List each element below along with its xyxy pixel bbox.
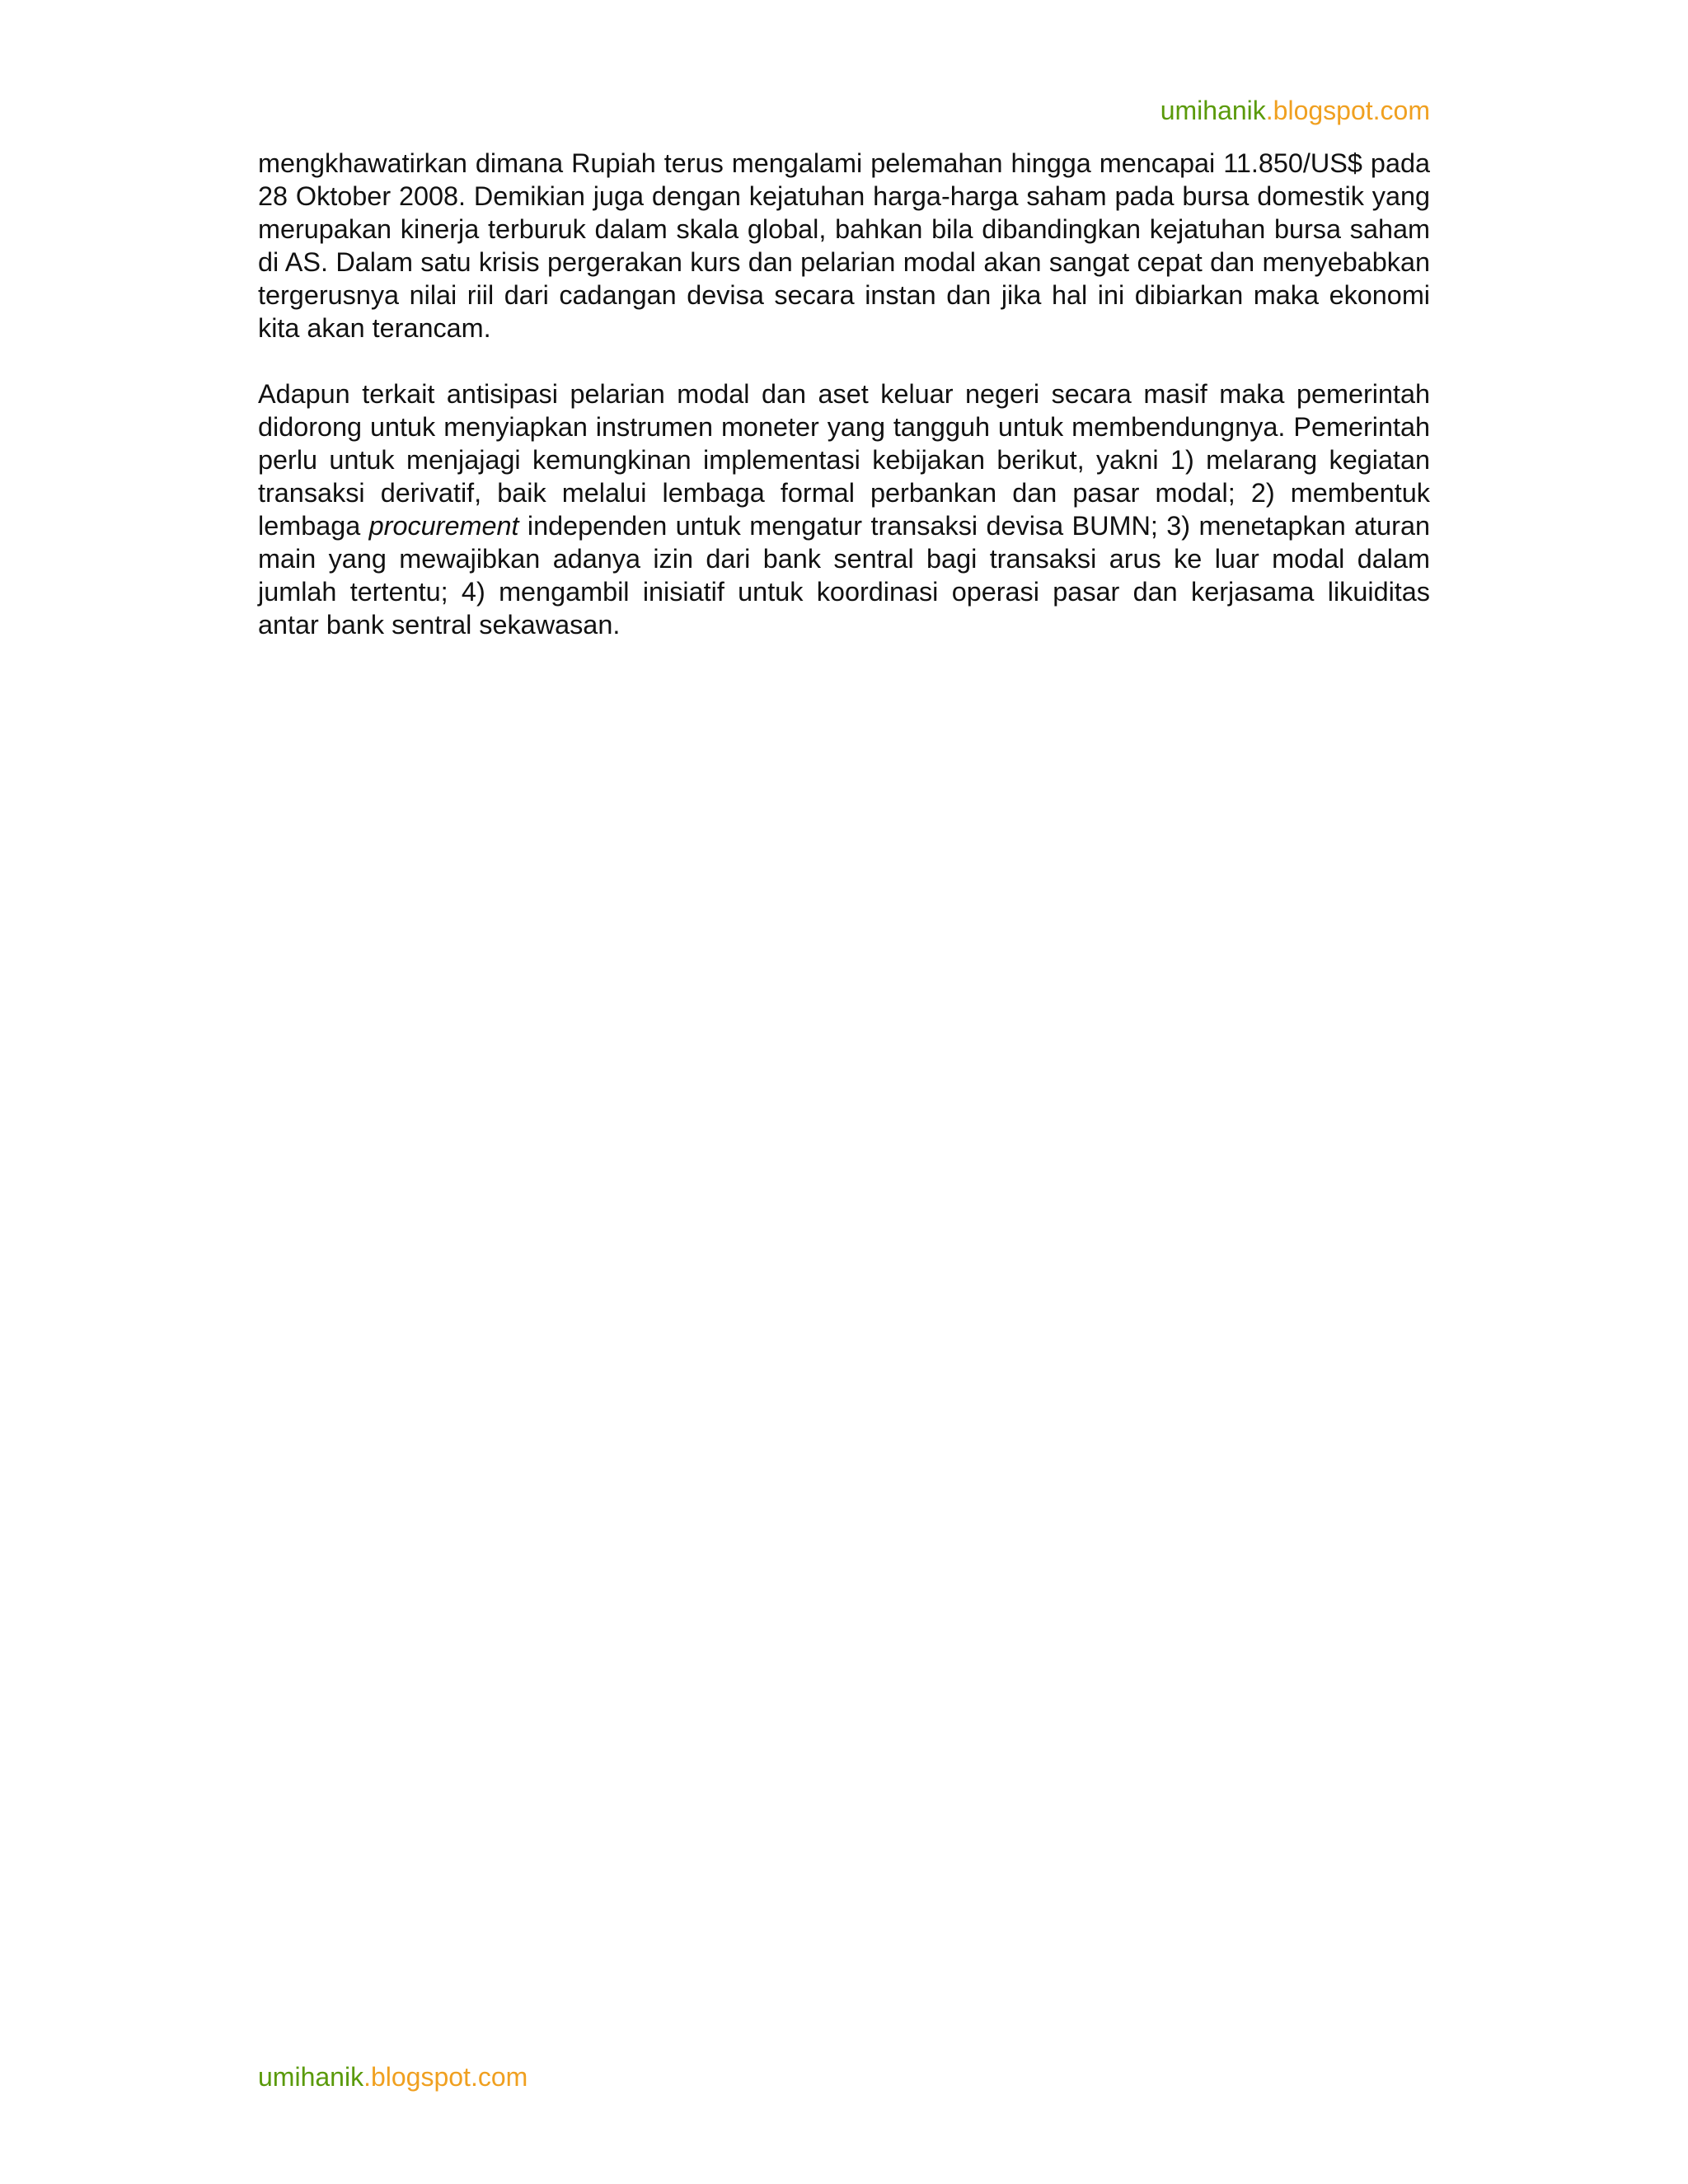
header-watermark xyxy=(1160,94,1430,127)
paragraph-1: mengkhawatirkan dimana Rupiah terus mengalami pelemahan hingga mencapai 11.850/US$ pada 28 Oktober 2008. Demikian juga dengan kejatuhan harga-harga saham pada bursa domestik yang merupakan kinerja terburuk dalam skala global, bahkan bila dibandingkan kejatuhan bursa saham di AS. Dalam satu krisis pergerakan kurs dan pelarian modal akan sangat cepat dan menyebabkan tergerusnya nilai riil dari cadangan devisa secara instan dan jika hal ini dibiarkan maka ekonomi kita akan terancam. xyxy=(258,148,1430,343)
header-watermark-brand: umihanik xyxy=(1160,96,1266,125)
paragraph-2 xyxy=(258,377,1430,641)
paragraph-2-text-before: Adapun terkait antisipasi pelarian modal dan aset keluar negeri secara masif maka pemerintah didorong untuk menyiapkan instrumen moneter yang tangguh untuk membendungnya. Pemerintah perlu untuk menjajagi kemungkinan implementasi kebijakan berikut, yakni 1) melarang kegiatan transaksi derivatif, baik melalui lembaga formal perbankan dan pasar modal; 2) membentuk lembaga xyxy=(258,379,1430,541)
document-body xyxy=(258,147,1430,641)
paragraph-2-text-after: independen untuk mengatur transaksi devisa BUMN; 3) menetapkan aturan main yang mewajibkan adanya izin dari bank sentral bagi transaksi arus ke luar modal dalam jumlah tertentu; 4) mengambil inisiatif untuk koordinasi operasi pasar dan kerjasama likuiditas antar bank sentral sekawasan. xyxy=(258,511,1431,640)
paragraph-2-italic-term: procurement xyxy=(368,511,519,541)
header-watermark-domain: .blogspot.com xyxy=(1265,96,1430,125)
footer-watermark-domain: .blogspot.com xyxy=(363,2062,528,2092)
footer-watermark-brand: umihanik xyxy=(258,2062,364,2092)
footer-watermark xyxy=(258,2060,528,2093)
